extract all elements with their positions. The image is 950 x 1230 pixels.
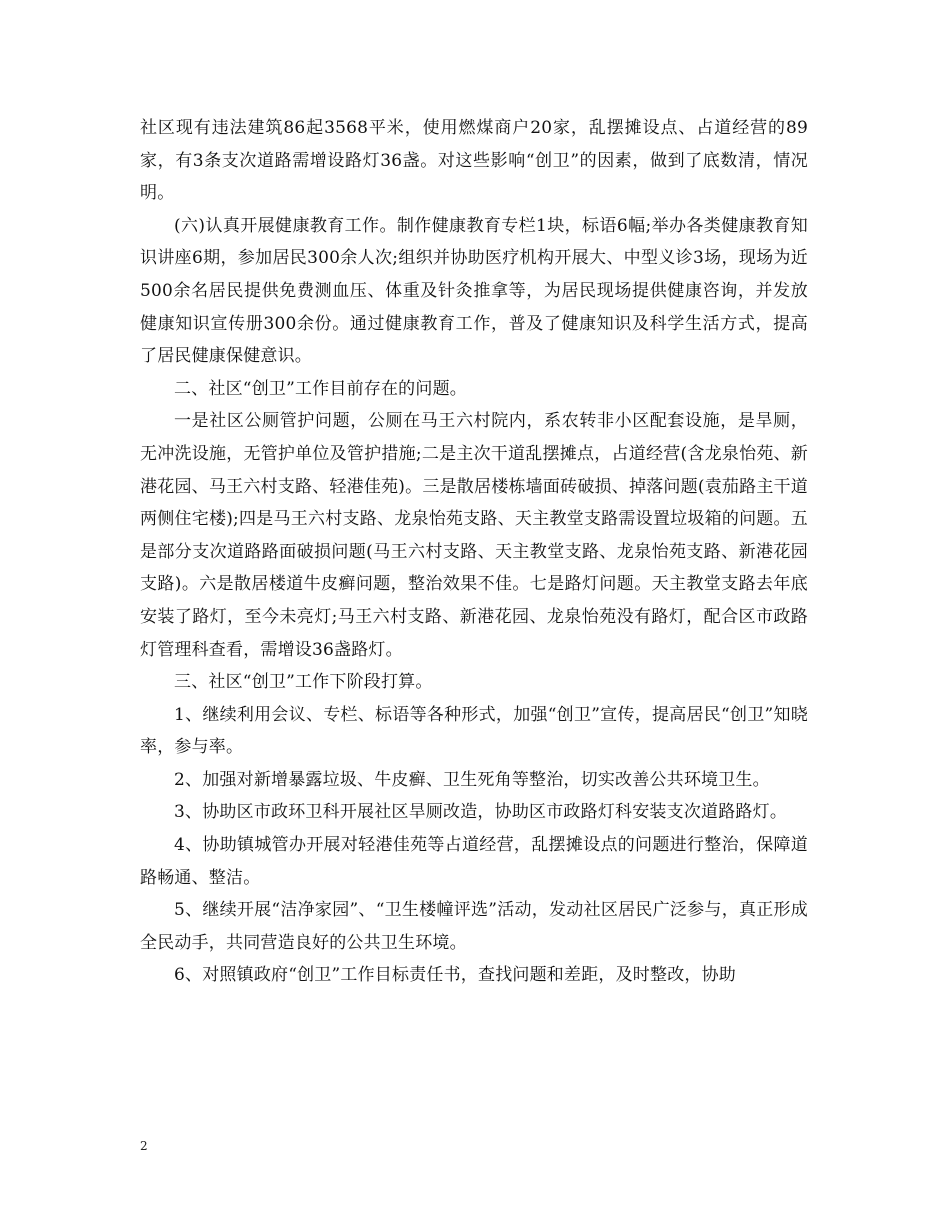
list-item-1: 1、继续利用会议、专栏、标语等各种形式，加强“创卫”宣传，提高居民“创卫”知晓率，参与率。: [140, 704, 808, 758]
paragraph-2: (六)认真开展健康教育工作。制作健康教育专栏1块，标语6幅;举办各类健康教育知识讲座6期，参加居民300余人次;组织并协助医疗机构开展大、中型义诊3场，现场为近500余名居民提供免费测血压、体重及针灸推拿等，为居民现场提供健康咨询，并发放健康知识宣传册300余份。通过健康教育工作，普及了健康知识及科学生活方式，提高了居民健康保健意识。: [140, 215, 808, 367]
paragraph-3: 一是社区公厕管护问题，公厕在马王六村院内，系农转非小区配套设施，是旱厕，无冲洗设施，无管护单位及管护措施;二是主次干道乱摆摊点，占道经营(含龙泉怡苑、新港花园、马王六村支路、轻港佳苑)。三是散居楼栋墙面砖破损、掉落问题(袁茄路主干道两侧住宅楼);四是马王六村支路、龙泉怡苑支路、天主教堂支路需设置垃圾箱的问题。五是部分支次道路路面破损问题(马王六村支路、天主教堂支路、龙泉怡苑支路、新港花园支路)。六是散居楼道牛皮癣问题，整治效果不佳。七是路灯问题。天主教堂支路去年底安装了路灯，至今未亮灯;马王六村支路、新港花园、龙泉怡苑没有路灯，配合区市政路灯管理科查看，需增设36盏路灯。: [140, 411, 808, 660]
list-item-4: 4、协助镇城管办开展对轻港佳苑等占道经营，乱摆摊设点的问题进行整治，保障道路畅通、整洁。: [140, 835, 808, 888]
paragraph-1: 社区现有违法建筑86起3568平米，使用燃煤商户20家，乱摆摊设点、占道经营的89家，有3条支次道路需增设路灯36盏。对这些影响“创卫”的因素，做到了底数清，情况明。: [140, 118, 808, 204]
list-item-2: 2、加强对新增暴露垃圾、牛皮癣、卫生死角等整治，切实改善公共环境卫生。: [174, 769, 770, 790]
section-heading-3: 三、社区“创卫”工作下阶段打算。: [174, 672, 433, 693]
list-item-5: 5、继续开展“洁净家园”、“卫生楼幢评选”活动，发动社区居民广泛参与，真正形成全民动手，共同营造良好的公共卫生环境。: [140, 900, 808, 953]
list-item-3: 3、协助区市政环卫科开展社区旱厕改造，协助区市政路灯科安装支次道路路灯。: [174, 802, 788, 823]
page-number: 2: [140, 1139, 148, 1153]
list-item-6: 6、对照镇政府“创卫”工作目标责任书，查找问题和差距，及时整改，协助: [174, 965, 736, 986]
section-heading-2: 二、社区“创卫”工作目前存在的问题。: [174, 378, 467, 399]
document-body: [140, 112, 808, 992]
